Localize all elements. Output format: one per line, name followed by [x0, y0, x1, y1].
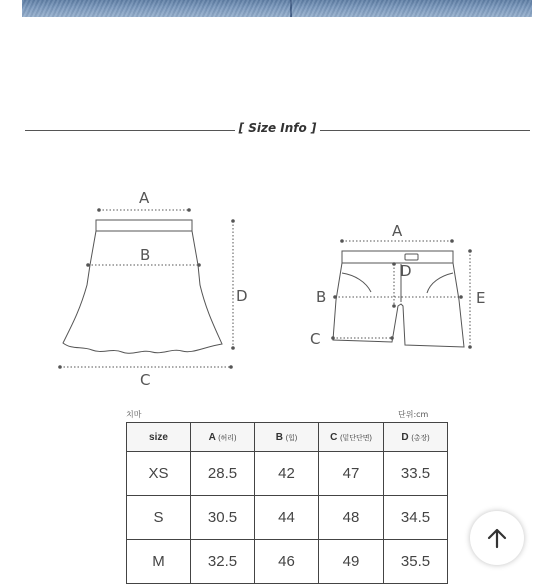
table-row: [127, 452, 448, 496]
shorts-label-c: C: [310, 330, 321, 348]
table-cell: 32.5: [191, 540, 255, 584]
skirt-label-c: C: [140, 371, 151, 389]
table-row: [127, 540, 448, 584]
scroll-to-top-button[interactable]: [470, 511, 524, 565]
header-c: C (밑단단면): [319, 423, 384, 452]
table-cell: 34.5: [384, 496, 448, 540]
shorts-label-a: A: [392, 222, 403, 240]
skirt-label-b: B: [140, 246, 151, 264]
skirt-waistband: [96, 220, 192, 231]
table-category-label: 치마: [126, 410, 142, 419]
shorts-label-b: B: [316, 288, 327, 306]
table-cell: 46: [255, 540, 319, 584]
shorts-label-d: D: [400, 262, 412, 280]
table-row: [127, 496, 448, 540]
table-cell: M: [127, 540, 191, 584]
shorts-diagram: [333, 251, 464, 347]
arrow-up-icon: [486, 527, 508, 549]
skirt-label-d: D: [236, 287, 248, 305]
shorts-waistband: [342, 251, 453, 263]
table-cell: 33.5: [384, 452, 448, 496]
header-b: B (힙): [255, 423, 319, 452]
table-cell: XS: [127, 452, 191, 496]
table-unit-label: 단위:cm: [398, 410, 429, 419]
table-cell: S: [127, 496, 191, 540]
skirt-diagram: [63, 220, 222, 353]
header-a: A (허리): [191, 423, 255, 452]
shorts-label-e: E: [476, 289, 486, 307]
table-cell: 30.5: [191, 496, 255, 540]
table-cell: 49: [319, 540, 384, 584]
table-cell: 42: [255, 452, 319, 496]
skirt-label-a: A: [139, 189, 150, 207]
header-size: size: [127, 423, 191, 452]
section-title-text: [ Size Info ]: [235, 121, 321, 135]
table-cell: 48: [319, 496, 384, 540]
table-cell: 44: [255, 496, 319, 540]
table-header-row: [127, 423, 448, 452]
size-table: [126, 422, 448, 584]
table-cell: 47: [319, 452, 384, 496]
table-cell: 28.5: [191, 452, 255, 496]
table-cell: 35.5: [384, 540, 448, 584]
header-d: D (총장): [384, 423, 448, 452]
